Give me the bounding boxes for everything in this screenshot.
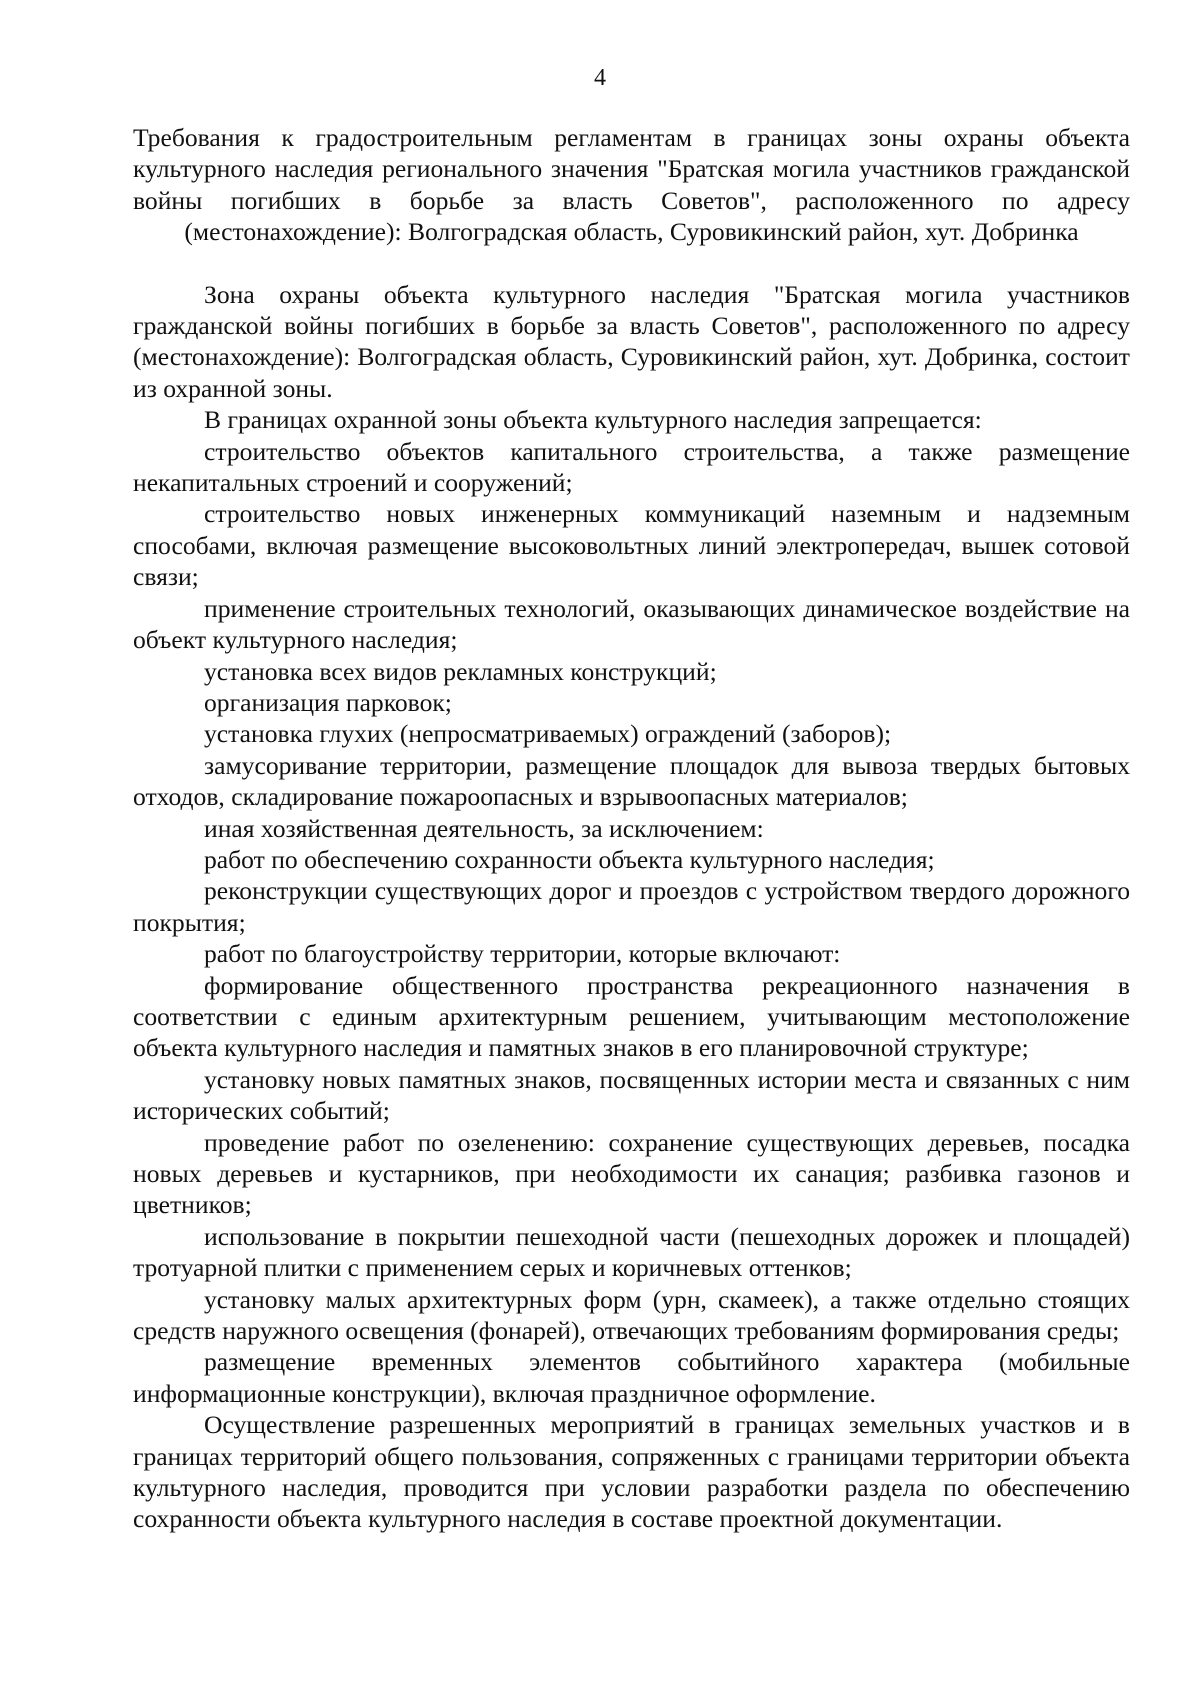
- paragraph: формирование общественного пространства рекреационного назначения в соответствии с единым архитектурным решением, учитывающим местоположение объекта культурного наследия и памятных знаков в его планировочной структуре;: [133, 970, 1130, 1063]
- paragraph: работ по обеспечению сохранности объекта культурного наследия;: [204, 844, 935, 874]
- paragraph: реконструкции существующих дорог и проездов с устройством твердого дорожного покрытия;: [133, 876, 1130, 937]
- paragraph: установку малых архитектурных форм (урн, скамеек), а также отдельно стоящих средств наружного освещения (фонарей), отвечающих требованиям формирования среды;: [133, 1284, 1130, 1346]
- paragraph: установка всех видов рекламных конструкций;: [204, 656, 717, 686]
- paragraph: проведение работ по озеленению: сохранение существующих деревьев, посадка новых деревьев и кустарников, при необходимости их санация; разбивка газонов и цветников;: [133, 1127, 1130, 1220]
- paragraph: Осуществление разрешенных мероприятий в границах земельных участков и в границах территорий общего пользования, сопряженных с границами территории объекта культурного наследия, проводится при условии разработки раздела по обеспечению сохранности объекта культурного наследия в составе проектной документации.: [133, 1410, 1130, 1534]
- page-number: 4: [594, 65, 606, 91]
- paragraph: размещение временных элементов событийного характера (мобильные информационные конструкции), включая праздничное оформление.: [133, 1347, 1130, 1408]
- paragraph: установку новых памятных знаков, посвященных истории места и связанных с ним исторических событий;: [133, 1064, 1130, 1126]
- document-title: Требования к градостроительным регламентам в границах зоны охраны объекта культурного наследия регионального значения "Братская могила участников гражданской войны погибших в борьбе за власть Советов", расположенного по адресу (местонахождение): Волгоградская область, Суровикинский район, хут. Добринка: [133, 123, 1130, 247]
- paragraph: Зона охраны объекта культурного наследия "Братская могила участников гражданской войны погибших в борьбе за власть Советов", расположенного по адресу (местонахождение): Волгоградская область, Суровикинский район, хут. Добринка, состоит из охранной зоны.: [133, 279, 1130, 403]
- paragraph: установка глухих (непросматриваемых) ограждений (заборов);: [204, 719, 892, 749]
- paragraph: строительство новых инженерных коммуникаций наземным и надземным способами, включая размещение высоковольтных линий электропередач, вышек сотовой связи;: [133, 499, 1130, 592]
- paragraph: применение строительных технологий, оказывающих динамическое воздействие на объект культурного наследия;: [133, 593, 1130, 655]
- paragraph: организация парковок;: [204, 687, 452, 717]
- paragraph: замусоривание территории, размещение площадок для вывоза твердых бытовых отходов, складирование пожароопасных и взрывоопасных материалов;: [133, 750, 1130, 812]
- paragraph: В границах охранной зоны объекта культурного наследия запрещается:: [204, 405, 982, 435]
- paragraph: строительство объектов капитального строительства, а также размещение некапитальных строений и сооружений;: [133, 436, 1130, 498]
- paragraph: работ по благоустройству территории, которые включают:: [204, 939, 841, 969]
- paragraph: использование в покрытии пешеходной части (пешеходных дорожек и площадей) тротуарной плитки с применением серых и коричневых оттенков;: [133, 1221, 1130, 1283]
- paragraph: иная хозяйственная деятельность, за исключением:: [204, 813, 764, 843]
- document-body: [133, 122, 1130, 1535]
